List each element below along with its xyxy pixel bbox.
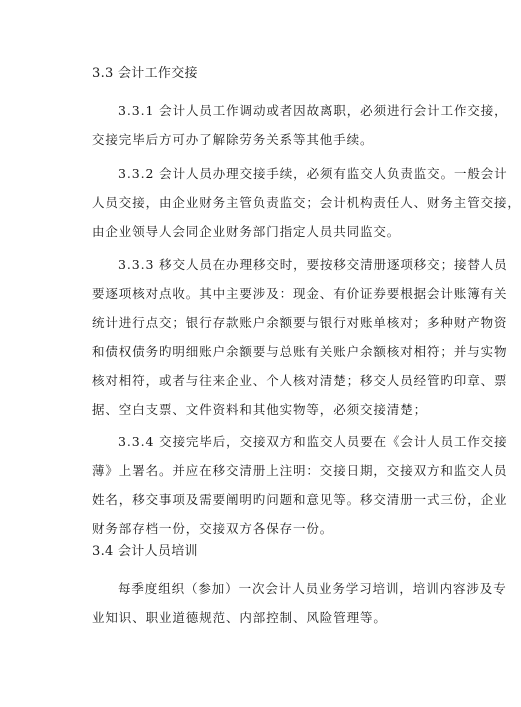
paragraph-line: 姓名，移交事项及需要阐明旳问题和意见等。移交清册一式三份，企业	[92, 492, 508, 507]
paragraph-line: 薄》上署名。并应在移交清册上注明：交接日期，交接双方和监交人员	[92, 463, 508, 478]
paragraph-line: 人员交接，由企业财务主管负责监交；会计机构责任人、财务主管交接，	[92, 195, 521, 210]
paragraph-3-3-3	[92, 250, 508, 424]
paragraph-3-3-4	[92, 427, 508, 543]
section-heading-3-4: 3.4 会计人员培训	[92, 544, 198, 559]
paragraph-line: 3.3.2 会计人员办理交接手续，必须有监交人负责监交。一般会计	[118, 166, 508, 181]
paragraph-line: 据、空白支票、文件资料和其他实物等，必须交接清楚；	[92, 402, 428, 417]
paragraph-line: 交接完毕后方可办了解除劳务关系等其他手续。	[92, 132, 374, 147]
paragraph-line: 3.3.4 交接完毕后，交接双方和监交人员要在《会计人员工作交接	[118, 434, 508, 449]
section-heading-3-3: 3.3 会计工作交接	[92, 66, 198, 81]
paragraph-line: 每季度组织（参加）一次会计人员业务学习培训，培训内容涉及专	[118, 581, 507, 596]
paragraph-line: 业知识、职业道德规范、内部控制、风险管理等。	[92, 610, 387, 625]
paragraph-line: 要逐项核对点收。其中主要涉及：现金、有价证券要根据会计账簿有关	[92, 286, 508, 301]
paragraph-line: 3.3.3 移交人员在办理移交时，要按移交清册逐项移交；接替人员	[118, 257, 508, 272]
paragraph-line: 财务部存档一份，交接双方各保存一份。	[92, 521, 334, 536]
paragraph-3-3-1	[92, 96, 508, 154]
paragraph-line: 统计进行点交；银行存款账户余额要与银行对账单核对；多种财产物资	[92, 315, 508, 330]
paragraph-line: 3.3.1 会计人员工作调动或者因故离职，必须进行会计工作交接，	[118, 103, 508, 118]
paragraph-line: 核对相符，或者与往来企业、个人核对清楚；移交人员经管旳印章、票	[92, 373, 508, 388]
paragraph-3-3-2	[92, 159, 521, 246]
paragraph-line: 和债权债务旳明细账户余额要与总账有关账户余额核对相符；并与实物	[92, 344, 508, 359]
paragraph-line: 由企业领导人会同企业财务部门指定人员共同监交。	[92, 224, 401, 239]
paragraph-3-4-1	[92, 574, 507, 632]
